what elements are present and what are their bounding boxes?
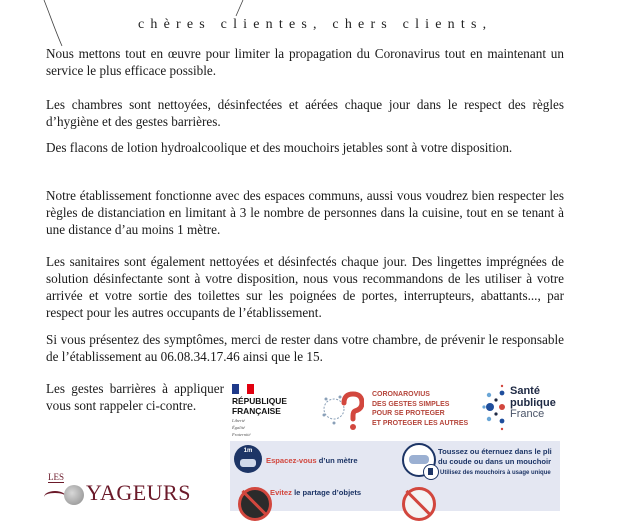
republique-line: RÉPUBLIQUE	[232, 396, 287, 406]
paragraph-symptoms: Si vous présentez des symptômes, merci de rester dans votre chambre, de prévenir le responsable de l’établissement au 06.08.34.17.46 ainsi que le 15.	[46, 332, 564, 364]
france-label: France	[510, 408, 545, 420]
motto-egalite: Égalité	[232, 425, 245, 430]
french-flag-icon	[232, 384, 254, 394]
paragraph-intro: Nous mettons tout en œuvre pour limiter la propagation du Coronavirus tout en maintenant un service le plus efficace possible.	[46, 46, 564, 78]
distance-tip: Espacez-vous d’un mètre	[266, 456, 358, 465]
republique-francaise-logo	[232, 384, 302, 437]
distance-icon: 1m	[234, 445, 262, 473]
cough-tip: Toussez ou éternuez dans le pli du coude ou dans un mouchoir	[438, 447, 552, 466]
tissue-tip: Utilisez des mouchoirs à usage unique	[440, 470, 551, 476]
publique-label: publique	[510, 396, 556, 409]
paragraph-sanitary: Les sanitaires sont également nettoyées et désinfectés chaque jour. Des lingettes imprégnées de solution désinfectante sont à votre disposition, nous vous recommandons de les utiliser à votre arrivée et votre sortie des toilettes sur les poignées de portes, interrupteurs, abattants..., par respect pour les autres occupants de l’établissement.	[46, 254, 564, 320]
motto-liberte: Liberté	[232, 418, 245, 423]
barrier-gestures-note: Les gestes barrières à appliquer vous sont rappeler ci-contre.	[46, 381, 224, 413]
campaign-title: CORONAROVIUS DES GESTES SIMPLES POUR SE PROTEGER ET PROTEGER LES AUTRES	[372, 391, 469, 427]
barrier-gestures-infographic	[230, 441, 560, 511]
virus-question-icon	[320, 389, 364, 431]
les-voyageurs-logo: LES YAGEURS	[44, 473, 204, 503]
motto-fraternite: Fraternité	[232, 432, 251, 437]
sante-publique-france-logo	[480, 381, 570, 433]
paragraph-rooms: Les chambres sont nettoyées, désinfectées et aérées chaque jour dans le respect des règles d’hygiène et des gestes barrières.	[46, 97, 564, 129]
no-sharing-tip: Evitez le partage d’objets	[270, 488, 362, 497]
tissue-icon	[423, 464, 439, 480]
no-sharing-icon	[238, 487, 272, 521]
paragraph-sanitizer: Des flacons de lotion hydroalcoolique et des mouchoirs jetables sont à votre disposition.	[46, 140, 513, 155]
sante-publique-dots-icon	[480, 381, 510, 433]
logo-swoosh	[44, 491, 66, 503]
salutation: chères clientes, chers clients,	[138, 17, 493, 32]
poster-header	[232, 381, 562, 437]
no-handshake-icon	[402, 487, 436, 521]
globe-icon	[64, 485, 84, 505]
francaise-line: FRANÇAISE	[232, 405, 281, 416]
paragraph-common-spaces: Notre établissement fonctionne avec des espaces communs, aussi vous voudrez bien respecter les règles de distanciation en limitant à 3 le nombre de personnes dans la cuisine, tout en se tenant à une distance d’au moins 1 mètre.	[46, 188, 564, 237]
sante-label: Santé	[510, 385, 540, 397]
